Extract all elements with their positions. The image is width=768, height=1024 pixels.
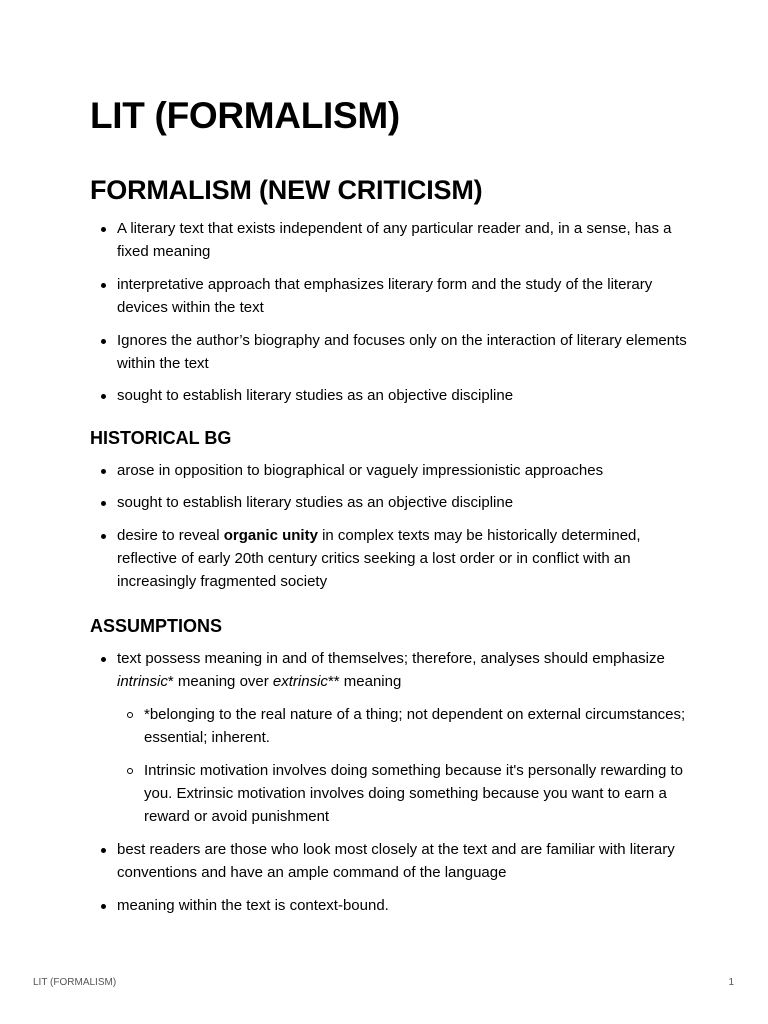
formalism-bullet-list bbox=[90, 217, 690, 408]
text-run: ** meaning bbox=[327, 673, 402, 691]
footer-document-title: LIT (FORMALISM) bbox=[33, 977, 117, 988]
text-run: in complex texts may be historically determined, reflective of early 20th century critics seeking a lost order or in conflict with an increasingly fragmented society bbox=[117, 526, 641, 591]
footer-page-number: 1 bbox=[728, 977, 734, 988]
assumptions-bullet-list bbox=[90, 647, 690, 917]
list-item: best readers are those who look most closely at the text and are familiar with literary conventions and have an ample command of the language bbox=[90, 838, 690, 885]
document-body bbox=[90, 94, 690, 917]
list-item: meaning within the text is context-bound. bbox=[90, 894, 690, 917]
section-heading-formalism: FORMALISM (NEW CRITICISM) bbox=[90, 175, 483, 205]
italic-term-intrinsic: intrinsic bbox=[117, 673, 168, 691]
text-run: text possess meaning in and of themselves; therefore, analyses should emphasize bbox=[117, 649, 665, 667]
list-item: sought to establish literary studies as an objective discipline bbox=[90, 491, 690, 514]
list-item bbox=[90, 647, 690, 829]
nested-list-item: Intrinsic motivation involves doing something because it's personally rewarding to you. Extrinsic motivation involves doing something because you want to earn a reward or avoid punishment bbox=[117, 759, 690, 829]
list-item: Ignores the author’s biography and focuses only on the interaction of literary elements within the text bbox=[90, 329, 690, 376]
list-item: sought to establish literary studies as an objective discipline bbox=[90, 384, 690, 407]
list-item: arose in opposition to biographical or vaguely impressionistic approaches bbox=[90, 459, 690, 482]
bold-term-organic-unity: organic unity bbox=[223, 526, 318, 544]
text-run: * meaning over bbox=[167, 673, 273, 691]
section-heading-historical-bg: HISTORICAL BG bbox=[90, 427, 232, 448]
list-item bbox=[90, 524, 690, 594]
list-item: interpretative approach that emphasizes literary form and the study of the literary devices within the text bbox=[90, 273, 690, 320]
historical-bg-bullet-list bbox=[90, 459, 690, 594]
document-title: LIT (FORMALISM) bbox=[90, 95, 400, 136]
list-item: A literary text that exists independent of any particular reader and, in a sense, has a fixed meaning bbox=[90, 217, 690, 264]
italic-term-extrinsic: extrinsic bbox=[272, 673, 328, 691]
nested-bullet-list bbox=[117, 703, 690, 829]
section-heading-assumptions: ASSUMPTIONS bbox=[90, 615, 223, 636]
nested-list-item: *belonging to the real nature of a thing; not dependent on external circumstances; essential; inherent. bbox=[117, 703, 690, 750]
text-run: desire to reveal bbox=[117, 526, 224, 544]
